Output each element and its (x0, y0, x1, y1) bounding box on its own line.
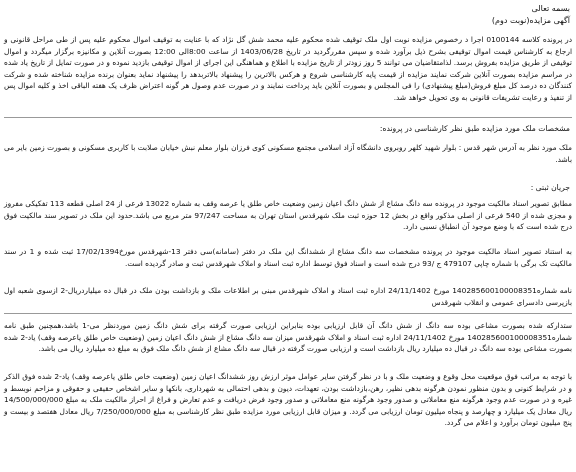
history-title: جریان ثبتی : (530, 183, 570, 192)
header-title: آگهی مزایده(نوبت دوم) (491, 16, 570, 25)
divider (4, 313, 572, 314)
history-paragraph-3: نامه شماره140285600100008351 مورخ 24/11/1402 اداره ثبت اسناد و املاک شهرقدس مبنی بر اطلاعات ملک و بازداشت بودن ملک در قبال ده میلیاردریال-2 ازسوی شعبه اول بازپرسی دادسرای عمومی و انقلاب شهرقدس (4, 286, 572, 307)
history-paragraph-1: مطابق تصویر اسناد مالکیت موجود در پرونده سه دانگ مشاع از شش دانگ اعیان زمین وضعیت خاص طلق یا عرصه وقف به شماره 13022 فرعی از 24 اصلی قطعه 113 تفکیکی مفروز و مجزی شده از 540 فرعی از اصلی مذکور واقع در بخش 12 حوزه ثبت ملک شهرقدس استان تهران به مساحت 97/247 متر مربع می باشد.حدود این ملک در تصویر سند مالکیت فوق درج شده است که با وضع موجود آن انطباق نسبی دارد. (4, 199, 573, 232)
note-paragraph-2: با توجه به مراتب فوق موقعیت محل وقوع و وضعیت ملک و با در نظر گرفتن سایر عوامل موثر ارزش روز ششدانگ اعیان زمین (وضعیت خاص طلق یاعرصه وقف) یاد-2 شده فوق الذکر و در شرایط کنونی و بدون منظور نمودن هرگونه بدهی نظیر، رهن،بازداشت بودن، تعهدات، دیون و بدهی احتمالی به شهرداری، بانکها و سایر اشخاص حقیقی و حقوقی و مزاحم نوبسط و غیره و در صورت عدم وجود هرگونه منع معاملاتی و صدور وجود هرگونه منع معاملاتی و صدور وجود فرض دریافت و عدم تعارض و فراغ از احراز مالکیت ملک به مبلغ 14/500/000/000 ریال معادل یک میلیارد و چهارصد و پنجاه میلیون تومان ارزیابی می گردد. و میزان قابل ارزیابی مورد مزایده طبق نظر کارشناسی به مبلغ 7/250/000/000 ریال معادل هفتصد و بیست و پنج میلیون تومان برآورد و اعلام می گردد. (4, 372, 573, 428)
notice-header (492, 3, 570, 27)
intro-paragraph: در پرونده کلاسه 0100144 اجرا د رخصوص مزایده نوبت اول ملک توقیف شده محکوم علیه محمد شش گل نژاد که با عنایت به توقیف اموال محکوم علیه پس از طی مراحل قانونی و ارجاع به کارشناس قیمت اموال توقیفی بشرح ذیل برآورد شده و سپس مقررگردید در تاریخ 1403/06/28 از ساعت 8:00الی 12:00 بصورت آنلاین و مکانیزه برگزار میگردد و اموال توقیفی از طریق مزایده بفروش برسد. لذامتقاضیان می توانند 5 روز زودتر از تاریخ مزایده با اطلاع و هماهنگی این اجرای از اموال توقیفی بازدید نموده و در صورت تمایل از تاریخ یاد شده در مراسم مزایده بصورت آنلاین شرکت نمایند مزایده از قیمت پایه کارشناسی شروع و هرکس بالاترین را پیشنهاد بالاتربدهد را پیشنهاد نماید بعنوان برنده مزایده شناخته شده و شرکت کنندگان ده درصد کل مبلغ فروش(مبلغ پیشنهادی) را فی المجلس و بصورت آنلاین باید پرداخت نمایند و در صورت عدم وصول هر گونه اعتراض ظرف یک هفته الباقی اخذ و کلیه اموال پس از تنفیذ و رعایت تشریفات قانونی به وی تحویل خواهد شد. (4, 35, 572, 102)
header-bismillah: بسمه تعالی (531, 4, 570, 13)
specs-title: مشخصات ملک مورد مزایده طبق نظر کارشناسی در پرونده: (379, 124, 570, 133)
divider (4, 117, 572, 118)
note-paragraph-1: ستدارکه شده بصورت مشاعی بوده سه دانگ از شش دانگ آن قابل ارزیابی بوده بنابراین ارزیابی صورت گرفته برای شش دانگ زمین موردنظر می-1 باشد،همچنین طبق نامه شماره140285600100008351 مورخ 24/11/1402 اداره ثبت اسناد و املاک شهرقدس میزان سه دانگ مشاع از شش دانگ اعیان زمین (وضعیت خاص طلق یاعرصه وقف) یاد-2 شده بصورت مشاعی بوده سه دانگ در قبال ده میلیارد ریال بازداشت است و ارزیابی صورت گرفته در قبال سه دانگ مشاع از شش دانگ ملک فوق به مبلغ ده میلیارد ریال می باشد. (4, 321, 573, 354)
specs-body: ملک مورد نظر به آدرس شهر قدس : بلوار شهید کلهر روبروی دانشگاه آزاد اسلامی مجتمع مسکونی کوی فرزان بلوار معلم نبش خیابان صلابت با کاربری مسکونی و بصورت زمین بایر می باشد. (4, 143, 572, 164)
history-paragraph-2: به استناد تصویر اسناد مالکیت موجود در پرونده مشخصات سه دانگ مشاع از ششدانگ این ملک در دفتر (سامانه)سی دفتر 13-شهرقدس مورخ17/02/1394 ثبت شده و 1 در سند مالکیت تک برگی با شماره چاپی 479107 ج /93 درج شده است و اسناد فوق توسط اداره ثبت اسناد و املاک شهرقدس ثبت و صادر گردیده است. (4, 247, 572, 268)
